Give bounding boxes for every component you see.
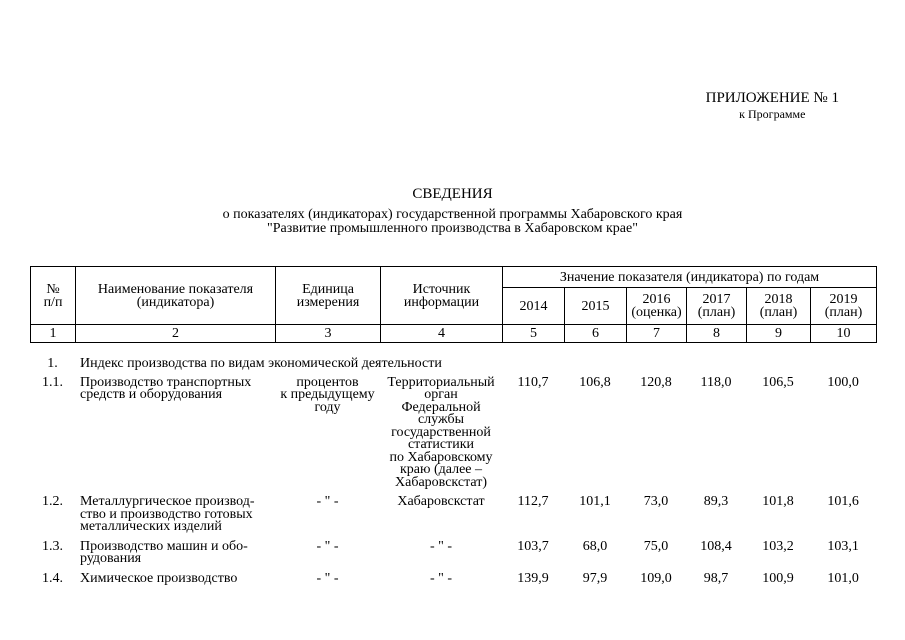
row-value: 112,7 <box>517 494 549 509</box>
row-value: 101,8 <box>762 494 794 509</box>
row-number: 1.1. <box>42 374 63 390</box>
row-indicator-name: Металлургическое производ- ство и производство готовых металлических изделий <box>80 494 255 534</box>
table-row <box>30 377 876 497</box>
row-number: 1.4. <box>42 570 63 586</box>
header-source: Источник информации <box>381 267 503 325</box>
document-subtitle-line1: о показателях (индикаторах) государственной программы Хабаровского края <box>222 207 683 222</box>
row-value: 89,3 <box>703 494 729 509</box>
row-value: 101,6 <box>827 494 859 509</box>
column-number: 2 <box>76 325 276 343</box>
appendix-subtitle: к Программе <box>739 107 806 121</box>
row-unit: процентов к предыдущему году <box>280 374 375 415</box>
row-value: 118,0 <box>700 374 732 390</box>
document-title: СВЕДЕНИЯ <box>412 186 493 202</box>
header-year: 2018 (план) <box>747 288 811 325</box>
row-value: 109,0 <box>640 570 672 586</box>
row-value: 103,1 <box>827 538 859 554</box>
row-value: 110,7 <box>517 374 549 390</box>
table-row <box>30 541 876 573</box>
appendix-title: ПРИЛОЖЕНИЕ № 1 <box>705 90 839 106</box>
row-indicator-name: Производство машин и обо- рудования <box>80 538 248 566</box>
row-source: Хабаровскстат <box>397 494 485 509</box>
header-year: 2017 (план) <box>687 288 747 325</box>
row-value: 139,9 <box>517 570 549 586</box>
row-number: 1.3. <box>42 538 63 554</box>
row-value: 101,1 <box>579 494 611 509</box>
column-number: 8 <box>687 325 747 343</box>
row-value: 73,0 <box>643 494 669 509</box>
row-unit: - " - <box>316 570 339 586</box>
column-number: 1 <box>31 325 76 343</box>
header-year: 2016 (оценка) <box>627 288 687 325</box>
section-row <box>30 356 876 377</box>
row-indicator-name: Производство транспортных средств и оборудования <box>80 374 252 402</box>
table-row <box>30 496 876 541</box>
header-year: 2019 (план) <box>811 288 877 325</box>
row-value: 98,7 <box>703 570 729 586</box>
appendix-header <box>706 90 839 121</box>
row-value: 97,9 <box>582 570 608 586</box>
row-value: 106,5 <box>762 374 794 390</box>
document-heading <box>0 185 905 236</box>
document-subtitle-line2: "Развитие промышленного производства в Хабаровском крае" <box>267 221 638 236</box>
header-values-group: Значение показателя (индикатора) по годам <box>503 267 877 288</box>
row-indicator-name: Химическое производство <box>80 570 238 586</box>
column-number: 4 <box>381 325 503 343</box>
row-source: - " - <box>429 538 453 554</box>
section-number: 1. <box>47 356 58 371</box>
header-num: № п/п <box>31 267 76 325</box>
row-source: - " - <box>429 570 453 586</box>
section-title: Индекс производства по видам экономической деятельности <box>80 356 442 371</box>
row-number: 1.2. <box>42 494 63 509</box>
header-year: 2014 <box>503 288 565 325</box>
row-value: 103,2 <box>762 538 794 554</box>
column-number: 5 <box>503 325 565 343</box>
table-header <box>30 266 877 343</box>
row-value: 101,0 <box>827 570 859 586</box>
column-number: 3 <box>276 325 381 343</box>
row-value: 100,0 <box>827 374 859 390</box>
column-number: 10 <box>811 325 877 343</box>
row-value: 106,8 <box>579 374 611 390</box>
row-unit: - " - <box>316 494 339 509</box>
column-number: 6 <box>565 325 627 343</box>
column-number: 9 <box>747 325 811 343</box>
row-unit: - " - <box>316 538 339 554</box>
row-value: 68,0 <box>582 538 608 554</box>
row-value: 108,4 <box>700 538 732 554</box>
column-number: 7 <box>627 325 687 343</box>
header-name: Наименование показателя (индикатора) <box>76 267 276 325</box>
row-value: 120,8 <box>640 374 672 390</box>
header-year: 2015 <box>565 288 627 325</box>
row-value: 103,7 <box>517 538 549 554</box>
row-value: 100,9 <box>762 570 794 586</box>
table-body <box>30 356 876 592</box>
row-value: 75,0 <box>643 538 669 554</box>
header-unit: Единица измерения <box>276 267 381 325</box>
row-source: Территориальный орган Федеральной службы государственной статистики по Хабаровскому краю (далее – Хабаровскстат) <box>387 374 495 490</box>
table-row <box>30 573 876 593</box>
